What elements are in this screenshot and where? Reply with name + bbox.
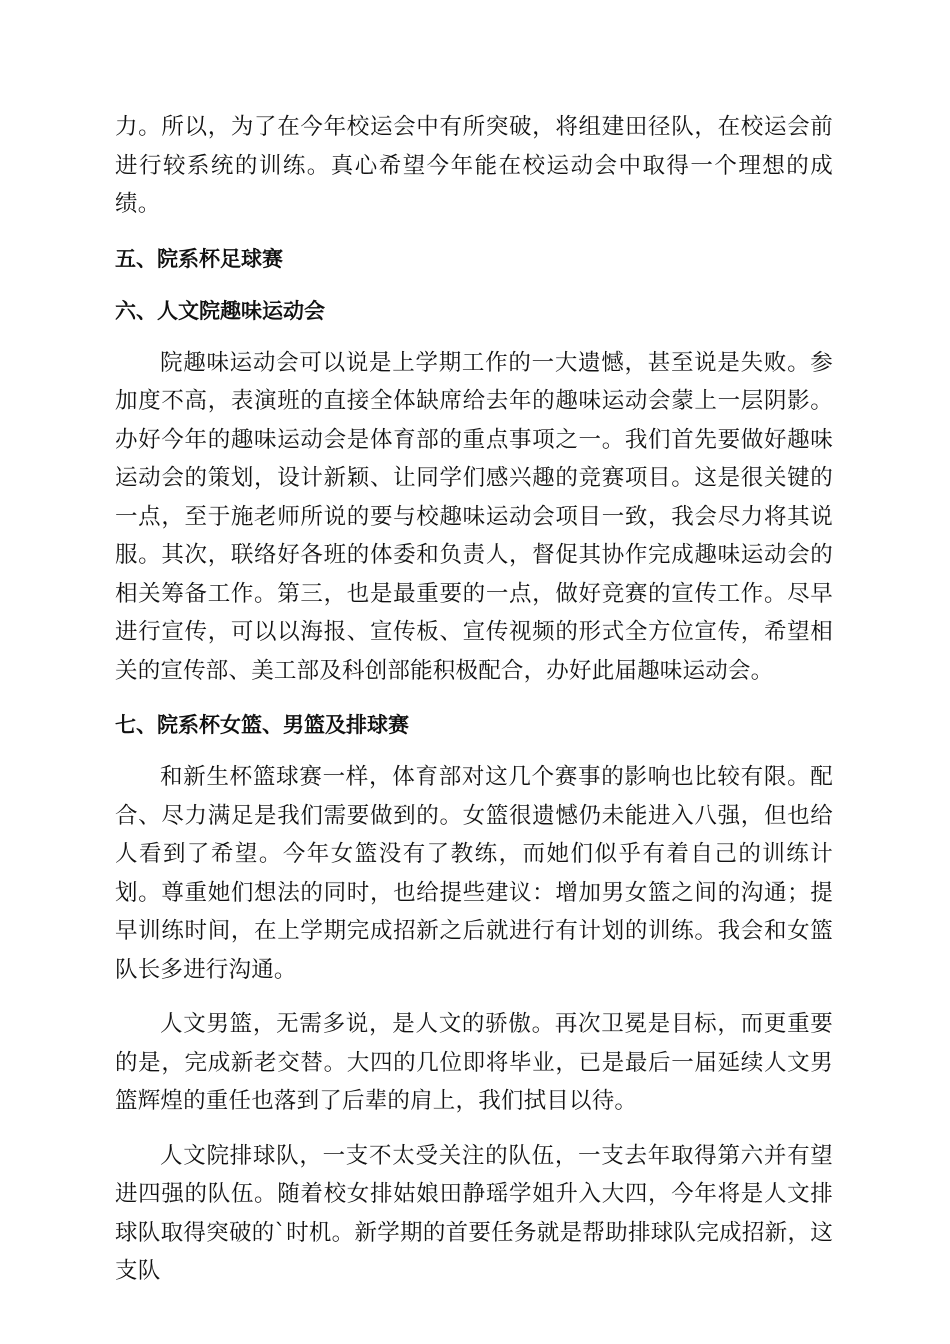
section-heading-football: 五、院系杯足球赛 [115,246,283,271]
volleyball-paragraph: 人文院排球队，一支不太受关注的队伍，一支去年取得第六并有望进四强的队伍。随着校女排姑娘田静瑶学姐升入大四，今年将是人文排球队取得突破的`时机。新学期的首要任务就是帮助排球队完成招新，这支队 [115,1142,833,1284]
fun-games-paragraph: 院趣味运动会可以说是上学期工作的一大遗憾，甚至说是失败。参加度不高，表演班的直接全体缺席给去年的趣味运动会蒙上一层阴影。办好今年的趣味运动会是体育部的重点事项之一。我们首先要做好趣味运动会的策划，设计新颖、让同学们感兴趣的竞赛项目。这是很关键的一点，至于施老师所说的要与校趣味运动会项目一致，我会尽力将其说服。其次，联络好各班的体委和负责人，督促其协作完成趣味运动会的相关筹备工作。第三，也是最重要的一点，做好竞赛的宣传工作。尽早进行宣传，可以以海报、宣传板、宣传视频的形式全方位宣传，希望相关的宣传部、美工部及科创部能积极配合，办好此届趣味运动会。 [115,349,833,684]
mens-basketball-paragraph: 人文男篮，无需多说，是人文的骄傲。再次卫冕是目标，而更重要的是，完成新老交替。大四的几位即将毕业，已是最后一届延续人文男篮辉煌的重任也落到了后辈的肩上，我们拭目以待。 [115,1011,833,1114]
womens-basketball-paragraph: 和新生杯篮球赛一样，体育部对这几个赛事的影响也比较有限。配合、尽力满足是我们需要做到的。女篮很遗憾仍未能进入八强，但也给人看到了希望。今年女篮没有了教练，而她们似乎有着自己的训练计划。尊重她们想法的同时，也给提些建议：增加男女篮之间的沟通；提早训练时间，在上学期完成招新之后就进行有计划的训练。我会和女篮队长多进行沟通。 [115,764,833,983]
section-heading-fun-games: 六、人文院趣味运动会 [115,298,325,323]
intro-paragraph: 力。所以，为了在今年校运会中有所突破，将组建田径队，在校运会前进行较系统的训练。真心希望今年能在校运动会中取得一个理想的成绩。 [115,114,833,217]
section-heading-basketball-volleyball: 七、院系杯女篮、男篮及排球赛 [115,713,409,737]
document-page [115,108,833,1291]
